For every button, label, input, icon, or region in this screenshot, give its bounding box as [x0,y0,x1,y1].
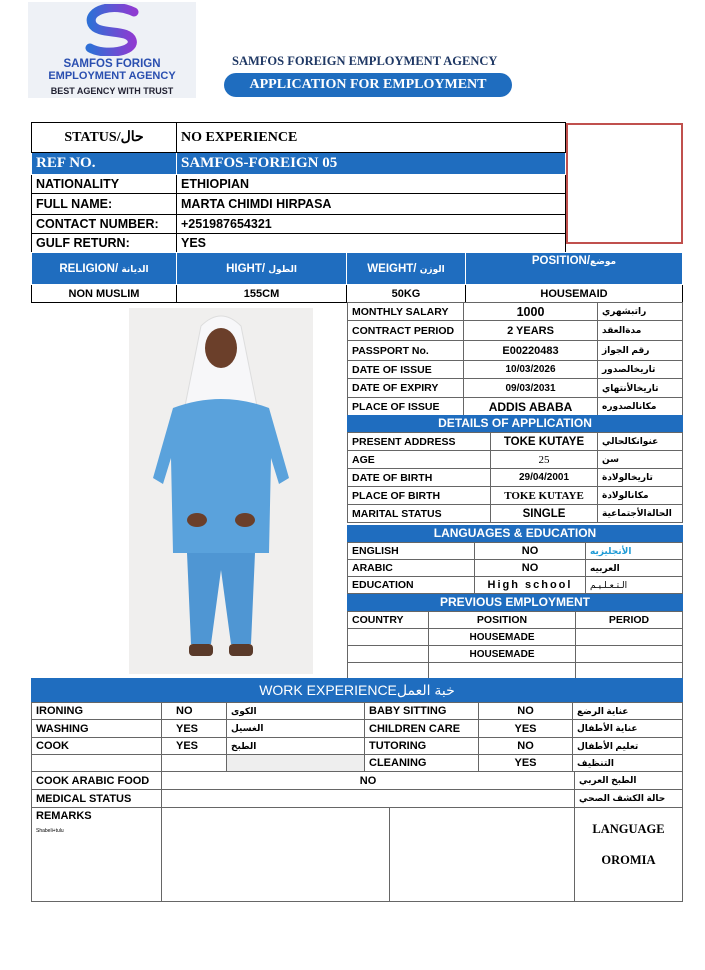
details-value: 29/04/2001 [491,469,598,487]
religion-value: NON MUSLIM [32,285,177,303]
work-header [31,678,683,702]
top-info-table [31,122,566,253]
nationality-label: NATIONALITY [32,175,177,194]
details-ar: تاريخالولادة [598,469,683,487]
work-skill-label: BABY SITTING [365,703,479,720]
work-row [32,738,683,755]
work-skill-ar: الكوى [227,703,365,720]
details-row [348,487,683,505]
job-row [348,303,683,321]
work-skill-label: IRONING [32,703,162,720]
weight-ar: الوزن [419,263,445,274]
job-label: PASSPORT No. [348,341,464,361]
passport-photo-frame [566,123,683,244]
work-skill-label [32,755,162,772]
remarks-note: Shabeli+tulu [36,828,64,834]
work-skill-value: YES [479,720,573,738]
work-header-ar: خبة العمل [396,682,455,698]
position-value: HOUSEMAID [466,285,683,303]
previous-position: HOUSEMADE [429,629,576,646]
work-skill-label: COOK [32,738,162,755]
details-label: MARITAL STATUS [348,505,491,523]
basic-info-table [31,252,683,303]
work-header-en: WORK EXPERIENCE [259,682,397,698]
details-row [348,451,683,469]
details-label: AGE [348,451,491,469]
status-value: NO EXPERIENCE [177,123,566,153]
gulf-label: GULF RETURN: [32,234,177,253]
details-row [348,433,683,451]
status-label: STATUS/حال [32,123,177,153]
previous-country [348,629,429,646]
work-skill-label: TUTORING [365,738,479,755]
details-label: DATE OF BIRTH [348,469,491,487]
job-ar: مكانالصدوره [598,398,683,416]
job-label: DATE OF ISSUE [348,361,464,379]
work-skill-value: YES [479,755,573,772]
details-row [348,505,683,523]
applicant-figure-icon [129,308,313,674]
position-header [466,253,683,285]
weight-value: 50KG [347,285,466,303]
languages-header: LANGUAGES & EDUCATION [347,525,683,542]
job-row [348,398,683,416]
cook-arabic-label: COOK ARABIC FOOD [32,772,162,790]
work-table [31,702,683,772]
job-label: DATE OF EXPIRY [348,379,464,398]
language-value: High school [475,577,586,594]
remarks-blank-2 [390,808,575,902]
job-ar: مدةالعقد [598,321,683,341]
details-ar: مكانالولادة [598,487,683,505]
work-skill-ar: عناية الأطفال [573,720,683,738]
job-label: CONTRACT PERIOD [348,321,464,341]
religion-header [32,253,177,285]
details-label: PRESENT ADDRESS [348,433,491,451]
nationality-value: ETHIOPIAN [177,175,566,194]
job-label: MONTHLY SALARY [348,303,464,321]
logo-line1: SAMFOS FORIGN [63,58,161,70]
language-label: ARABIC [348,560,475,577]
work-skill-value: YES [162,720,227,738]
previous-col-period: PERIOD [576,612,683,629]
form-title: APPLICATION FOR EMPLOYMENT [224,73,512,97]
previous-country [348,646,429,663]
cook-arabic-value: NO [162,772,575,790]
work-skill-value: NO [479,703,573,720]
job-value: 10/03/2026 [464,361,598,379]
language-label: ENGLISH [348,543,475,560]
details-table [347,432,683,523]
height-value: 155CM [177,285,347,303]
language-row [348,560,683,577]
remarks-blank-1 [162,808,390,902]
language-label: EDUCATION [348,577,475,594]
work-skill-label: CLEANING [365,755,479,772]
work-skill-value [162,755,227,772]
details-ar: عنوانكالحالي [598,433,683,451]
details-header: DETAILS OF APPLICATION [347,415,683,432]
religion-ar: الديانة [121,263,149,274]
job-value: 09/03/2031 [464,379,598,398]
details-ar: الحالةالأجتماعية [598,505,683,523]
work-skill-ar [227,755,365,772]
position-ar: موضع [590,256,617,266]
work-row [32,720,683,738]
weight-header [347,253,466,285]
job-info-table [347,302,683,416]
work-skill-value: NO [162,703,227,720]
work-skill-label: WASHING [32,720,162,738]
job-value: ADDIS ABABA [464,398,598,416]
extra-table [31,771,683,808]
height-header [177,253,347,285]
work-skill-ar: تعليم الأطفال [573,738,683,755]
work-row [32,703,683,720]
job-row [348,379,683,398]
ref-value: SAMFOS-FOREIGN 05 [177,153,566,175]
ref-label: REF NO. [32,153,177,175]
language-label: LANGUAGE [592,822,665,836]
job-row [348,341,683,361]
job-row [348,361,683,379]
details-value: TOKE KUTAYE [491,433,598,451]
logo-s-icon [74,4,150,56]
logo-line2: EMPLOYMENT AGENCY [48,70,176,82]
remarks-table [31,807,683,902]
language-value: NO [475,543,586,560]
details-label: PLACE OF BIRTH [348,487,491,505]
contact-value: +251987654321 [177,215,566,234]
work-skill-ar: التنظيف [573,755,683,772]
details-value: TOKE KUTAYE [491,487,598,505]
work-row [32,755,683,772]
job-label: PLACE OF ISSUE [348,398,464,416]
language-row [348,543,683,560]
details-value: SINGLE [491,505,598,523]
work-skill-ar: عناية الرضع [573,703,683,720]
details-row [348,469,683,487]
language-cell [575,808,683,902]
logo-tagline: BEST AGENCY WITH TRUST [50,86,174,96]
job-ar: رقم الجواز [598,341,683,361]
work-skill-label: CHILDREN CARE [365,720,479,738]
job-ar: تاريخالصدور [598,361,683,379]
position-label: POSITION/ [531,255,591,267]
agency-name: SAMFOS FOREIGN EMPLOYMENT AGENCY [232,54,498,68]
agency-logo [28,2,196,98]
language-row [348,577,683,594]
job-value: 2 YEARS [464,321,598,341]
cook-arabic-ar: الطبخ العربي [575,772,683,790]
previous-period [576,646,683,663]
applicant-photo [129,308,313,674]
language-value: NO [475,560,586,577]
fullname-label: FULL NAME: [32,194,177,215]
job-ar: تاريخالأنتهاي [598,379,683,398]
work-skill-value: YES [162,738,227,755]
religion-label: RELIGION/ [59,262,119,275]
previous-col-position: POSITION [429,612,576,629]
previous-row [348,646,683,663]
height-ar: الطول [268,263,297,274]
medical-value [162,790,575,808]
work-skill-value: NO [479,738,573,755]
remarks-cell [32,808,162,902]
details-ar: سن [598,451,683,469]
previous-header: PREVIOUS EMPLOYMENT [347,594,683,611]
medical-label: MEDICAL STATUS [32,790,162,808]
language-ar: الـتـعـلـيـم [586,577,683,594]
language-ar: الأنجليزيه [586,543,683,560]
job-row [348,321,683,341]
previous-position: HOUSEMADE [429,646,576,663]
previous-table [347,611,683,681]
previous-row [348,629,683,646]
weight-label: WEIGHT/ [367,262,417,275]
height-label: HIGHT/ [226,262,266,275]
details-value: 25 [491,451,598,469]
previous-col-country: COUNTRY [348,612,429,629]
gulf-value: YES [177,234,566,253]
job-value: 1000 [464,303,598,321]
fullname-value: MARTA CHIMDI HIRPASA [177,194,566,215]
work-skill-ar: الطبخ [227,738,365,755]
languages-table [347,542,683,594]
language-ar: العربيه [586,560,683,577]
language-value: OROMIA [601,853,656,867]
previous-period [576,629,683,646]
job-ar: راتبشهري [598,303,683,321]
contact-label: CONTACT NUMBER: [32,215,177,234]
work-skill-ar: الغسيل [227,720,365,738]
medical-ar: حالة الكشف الصحي [575,790,683,808]
job-value: E00220483 [464,341,598,361]
remarks-label: REMARKS [36,810,92,822]
